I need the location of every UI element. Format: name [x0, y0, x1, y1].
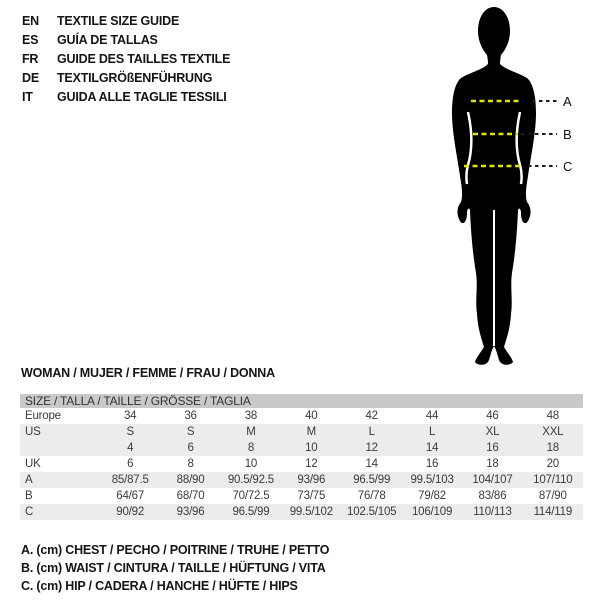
size-cell: 104/107 [472, 474, 513, 486]
size-cell: 4 [127, 442, 134, 454]
size-cell: 99.5/102 [289, 506, 333, 518]
size-cell: 83/86 [478, 490, 507, 502]
size-cell: 85/87.5 [111, 474, 149, 486]
size-cell: 96.5/99 [232, 506, 270, 518]
size-cell: L [368, 426, 375, 438]
table-row [20, 440, 583, 456]
row-label: A [25, 474, 33, 486]
table-header-row [20, 394, 583, 408]
size-cell: 8 [247, 442, 255, 454]
size-cell: XL [485, 426, 500, 438]
size-cell: 34 [123, 410, 137, 422]
size-cell: 10 [305, 442, 318, 454]
table-row [20, 472, 583, 488]
size-cell: S [126, 426, 134, 438]
size-cell: 107/110 [533, 474, 573, 486]
language-title-list [22, 11, 230, 106]
row-label: B [25, 490, 33, 502]
legend-line: C. (cm) HIP / CADERA / HANCHE / HÜFTE / HIPS [21, 579, 298, 593]
table-row [20, 424, 583, 440]
language-code: IT [22, 89, 33, 104]
guide-title: GUIDA ALLE TAGLIE TESSILI [57, 89, 227, 104]
size-cell: 36 [184, 410, 197, 422]
row-label: US [25, 426, 41, 438]
legend-line: B. (cm) WAIST / CINTURA / TAILLE / HÜFTUNG / VITA [21, 561, 326, 575]
row-label [20, 440, 100, 456]
size-cell: 18 [546, 442, 560, 454]
size-cell: 14 [425, 442, 439, 454]
size-cell: 8 [187, 458, 194, 470]
size-cell: 12 [305, 458, 318, 470]
size-cell: S [186, 426, 195, 438]
size-cell: 44 [425, 410, 439, 422]
legend-line: A. (cm) CHEST / PECHO / POITRINE / TRUHE / PETTO [21, 543, 330, 557]
language-code: EN [22, 13, 39, 28]
language-row [22, 87, 230, 106]
size-cell: 38 [244, 410, 258, 422]
table-row [20, 504, 583, 520]
gender-heading: WOMAN / MUJER / FEMME / FRAU / DONNA [21, 366, 275, 380]
guide-title: TEXTILE SIZE GUIDE [57, 13, 180, 28]
size-cell: L [428, 426, 436, 438]
size-cell: 14 [365, 458, 378, 470]
size-cell: 18 [486, 458, 499, 470]
size-cell: 76/78 [357, 490, 386, 502]
size-cell: 106/109 [411, 506, 453, 518]
table-row [20, 408, 583, 424]
size-cell: 10 [244, 458, 258, 470]
size-cell: 87/90 [538, 490, 567, 502]
size-cell: 68/70 [176, 490, 205, 502]
table-row [20, 488, 583, 504]
size-cell: 6 [187, 442, 194, 454]
row-label: UK [25, 458, 41, 470]
language-row [22, 68, 230, 87]
size-cell: 90/92 [116, 506, 145, 518]
measurement-legend [21, 543, 329, 597]
marker-label-a: A [563, 94, 572, 109]
size-cell: 88/90 [176, 474, 205, 486]
row-label: C [25, 506, 34, 518]
language-row [22, 11, 230, 30]
guide-title: GUÍA DE TALLAS [57, 32, 158, 47]
size-cell: 79/82 [418, 490, 446, 502]
size-cell: 90.5/92.5 [227, 474, 275, 486]
language-code: FR [22, 51, 39, 66]
size-cell: 73/75 [297, 490, 326, 502]
size-cell: 93/96 [176, 506, 205, 518]
size-cell: M [306, 426, 316, 438]
marker-label-b: B [563, 127, 572, 142]
language-code: ES [22, 32, 39, 47]
guide-title: GUIDE DES TAILLES TEXTILE [57, 51, 231, 66]
size-cell: 93/96 [297, 474, 326, 486]
size-cell: 114/119 [533, 506, 573, 518]
language-row [22, 30, 230, 49]
size-cell: 20 [546, 458, 560, 470]
size-cell: 16 [486, 442, 499, 454]
size-cell: 64/67 [116, 490, 145, 502]
size-cell: 70/72.5 [232, 490, 270, 502]
size-cell: 46 [486, 410, 499, 422]
marker-label-c: C [563, 159, 573, 174]
size-cell: 48 [546, 410, 560, 422]
table-header-label: SIZE / TALLA / TAILLE / GRÖSSE / TAGLIA [25, 394, 251, 408]
size-cell: 96.5/99 [353, 474, 391, 486]
row-label: Europe [25, 410, 61, 422]
size-cell: 110/113 [473, 506, 512, 518]
guide-title: TEXTILGRÖßENFÜHRUNG [57, 70, 213, 85]
size-cell: 99.5/103 [410, 474, 454, 486]
size-cell: 16 [425, 458, 439, 470]
size-cell: M [246, 426, 256, 438]
language-row [22, 49, 230, 68]
table-row [20, 456, 583, 472]
woman-silhouette-figure [430, 0, 600, 380]
language-code: DE [22, 70, 39, 85]
size-cell: 102.5/105 [347, 506, 397, 518]
size-table [20, 394, 583, 520]
size-cell: 12 [365, 442, 378, 454]
size-table-body [20, 408, 583, 520]
size-cell: XXL [542, 426, 564, 438]
size-cell: 40 [305, 410, 318, 422]
size-cell: 6 [127, 458, 134, 470]
size-cell: 42 [365, 410, 378, 422]
